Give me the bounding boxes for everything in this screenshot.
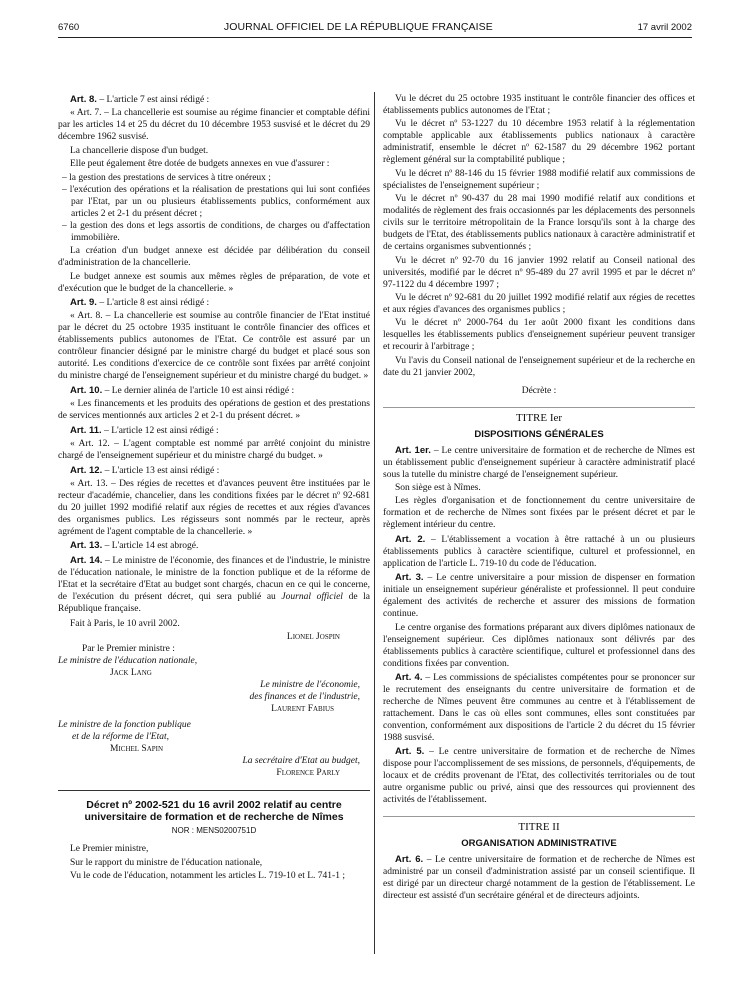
titre-1: TITRE Ier [383, 407, 695, 426]
vu-2: Vu le décret nº 53-1227 du 10 décembre 1953 relatif à la réglementation comptable applicable aux établissements publics nationaux à caractère administratif, ensemble le décret nº 62-1587 du 29 décembre 1962 portant règlement général sur la comptabilité publique ; [383, 119, 695, 166]
article-6: Art. 6. – Le centre universitaire de formation et de recherche de Nîmes est administré par un conseil d'administration assisté par un conseil scientifique. Il est dirigé par un directeur chargé notamment de la gestion de l'établissement. Le directeur est assisté d'un secrétaire général et de directeurs adjoints. [383, 854, 695, 901]
signature-par: Par le Premier ministre : [82, 644, 175, 655]
article-9: Art. 9. – L'article 8 est ainsi rédigé : [70, 297, 210, 308]
article-3-p2: Le centre organise des formations préparant aux divers diplômes nationaux de l'enseignement supérieur. Ces diplômes nationaux sont délivrés par des établissements publics à caractère scientifique, culturel et professionnel dans des conditions fixées par convention. [383, 622, 695, 669]
signature-eco-title-1: Le ministre de l'économie, [260, 680, 360, 691]
article-10: Art. 10. – Le dernier alinéa de l'article 10 est ainsi rédigé : [70, 384, 295, 396]
vu-3: Vu le décret nº 88-146 du 15 février 1988 modifié relatif aux commissions de spécialistes de l'enseignement supérieur ; [383, 168, 695, 191]
article-3: Art. 3. – Le centre universitaire a pour mission de dispenser en formation initiale un enseignement supérieur généraliste et professionnel. Il peut conduire également des activités de recherche et assurer des missions de formation continue. [383, 572, 695, 620]
issue-date: 17 avril 2002 [637, 22, 692, 34]
decret-title: Décret nº 2002-521 du 16 avril 2002 relatif au centre universitaire de formation et de recherche de Nîmes [58, 790, 370, 824]
article-12-quote: « Art. 13. – Des régies de recettes et d'avances peuvent être instituées par le recteur d'académie, chancelier, dans les conditions fixées par le décret nº 92-681 du 20 juillet 1992 modifié relatif aux régies de recettes et aux régies d'avances des organismes publics. Les régisseurs sont nommés par le recteur, après agrément de l'agent comptable de la chancellerie. » [58, 479, 370, 537]
list-item: – la gestion des dons et legs assortis de conditions, de charges ou d'affectation immobilière. [62, 220, 370, 243]
article-8: Art. 8. – L'article 7 est ainsi rédigé : [70, 94, 210, 105]
signature-budget-title: La secrétaire d'Etat au budget, [242, 755, 360, 766]
article-8-quote-4: La création d'un budget annexe est décidée par délibération du conseil d'administration de la chancellerie. [58, 246, 370, 269]
article-11: Art. 11. – L'article 12 est ainsi rédigé : [70, 424, 219, 436]
article-5: Art. 5. – Le centre universitaire de formation et de recherche de Nîmes dispose pour l'accomplissement de ses missions, de personnels, d'équipements, de locaux et de crédits provenant de l'Etat, des collectivités territoriales ou de tout autre organisme public ou privé, ainsi que des ressources qui proviennent des activités de l'établissement. [383, 746, 695, 806]
titre-1-subtitle: DISPOSITIONS GÉNÉRALES [474, 428, 604, 440]
vu-7: Vu le décret nº 2000-764 du 1er août 2000 fixant les conditions dans lesquelles les établissements publics d'enseignement supérieur peuvent transiger et recourir à l'arbitrage ; [383, 318, 695, 353]
signature-lang: Jack Lang [110, 668, 152, 679]
vu-1: Vu le décret du 25 octobre 1935 instituant le contrôle financier des offices et établissements publics autonomes de l'Etat ; [383, 94, 695, 116]
article-14: Art. 14. – Le ministre de l'économie, des finances et de l'industrie, le ministre de l'éducation nationale, le ministre de la fonction publique et de la réforme de l'Etat et la secrétaire d'Etat au budget sont chargés, chacun en ce qui le concerne, de l'exécution du présent décret, qui sera publié au Journal officiel de la République française. [58, 554, 370, 614]
intro-vu-code: Vu le code de l'éducation, notamment les articles L. 719-10 et L. 741-1 ; [70, 871, 345, 882]
article-13: Art. 13. – L'article 14 est abrogé. [70, 540, 199, 552]
article-8-list [58, 173, 370, 245]
article-8-quote-1: « Art. 7. – La chancellerie est soumise au régime financier et comptable défini par les articles 14 et 25 du décret du 10 décembre 1953 susvisé et le décret du 29 décembre 1962 susvisé. [58, 108, 370, 143]
article-8-quote-5: Le budget annexe est soumis aux mêmes règles de préparation, de vote et d'exécution que le budget de la chancellerie. » [58, 271, 370, 294]
vu-6: Vu le décret nº 92-681 du 20 juillet 1992 modifié relatif aux régies de recettes et aux régies d'avances des organismes publics ; [383, 293, 695, 315]
article-9-quote: « Art. 8. – La chancellerie est soumise au contrôle financier de l'Etat institué par le décret du 25 octobre 1935 instituant le contrôle financier des offices et établissements publics autonomes de l'Etat. Ce contrôle est assuré par un contrôleur financier désigné par le ministre chargé du budget et placé sous son autorité. Les conditions d'exercice de ce contrôle sont fixées par arrêté conjoint du ministre chargé de l'enseignement supérieur et du ministre chargé du budget. » [58, 311, 370, 382]
vu-5: Vu le décret nº 92-70 du 16 janvier 1992 relatif au Conseil national des universités, modifié par le décret nº 95-489 du 27 avril 1995 et par le décret nº 97-1122 du 4 décembre 1997 ; [383, 255, 695, 290]
signature-parly: Florence Parly [276, 767, 340, 778]
column-divider [374, 92, 375, 954]
article-11-quote: « Art. 12. – L'agent comptable est nommé par arrêté conjoint du ministre chargé de l'enseignement supérieur et du ministre chargé du budget. » [58, 439, 370, 462]
titre-2: TITRE II [383, 816, 695, 835]
fait-a-paris: Fait à Paris, le 10 avril 2002. [70, 618, 180, 629]
signature-fp-title-2: et de la réforme de l'Etat, [72, 731, 170, 742]
article-1-p3: Les règles d'organisation et de fonctionnement du centre universitaire de formation et de recherche de Nîmes sont fixées par le présent décret et par le règlement intérieur du centre. [383, 496, 695, 531]
vu-4: Vu le décret nº 90-437 du 28 mai 1990 modifié relatif aux conditions et modalités de règlement des frais occasionnés par les déplacements des personnels civils sur le territoire métropolitain de la France lorsqu'ils sont à la charge des budgets de l'Etat, des établissements publics nationaux à caractère administratif et de certains organismes subventionnés ; [383, 194, 695, 253]
article-8-quote-3: Elle peut également être dotée de budgets annexes en vue d'assurer : [70, 159, 330, 170]
nor-reference: NOR : MENS0200751D [171, 826, 257, 835]
signature-fabius: Laurent Fabius [271, 704, 334, 714]
signature-fp-title-1: Le ministre de la fonction publique [58, 719, 191, 730]
intro-premier-ministre: Le Premier ministre, [70, 844, 149, 855]
article-8-quote-2: La chancellerie dispose d'un budget. [70, 145, 209, 156]
signature-sapin: Michel Sapin [110, 743, 164, 754]
intro-rapport: Sur le rapport du ministre de l'éducation nationale, [70, 857, 263, 868]
titre-2-subtitle: ORGANISATION ADMINISTRATIVE [461, 838, 617, 850]
vu-8: Vu l'avis du Conseil national de l'enseignement supérieur et de la recherche en date du 21 janvier 2002, [383, 355, 695, 378]
article-12: Art. 12. – L'article 13 est ainsi rédigé : [70, 464, 220, 476]
list-item: – l'exécution des opérations et la réalisation de prestations qui lui sont confiées par l'Etat, par un ou plusieurs établissements publics, conformément aux articles 2 et 2-1 du présent décret ; [62, 184, 370, 219]
page-header [58, 16, 692, 38]
article-1: Art. 1er. – Le centre universitaire de formation et de recherche de Nîmes est un établissement public d'enseignement supérieur à caractère administratif placé sous la tutelle du ministre chargé de l'enseignement supérieur. [383, 444, 695, 480]
page-number: 6760 [58, 22, 80, 34]
decrete: Décrète : [521, 385, 557, 396]
right-column [383, 94, 695, 904]
article-1-p2: Son siège est à Nîmes. [395, 482, 481, 493]
signature-eco-title-2: des finances et de l'industrie, [249, 692, 360, 703]
signature-jospin: Lionel Jospin [286, 632, 340, 643]
article-4: Art. 4. – Les commissions de spécialistes compétentes pour se prononcer sur le recrutement des enseignants du centre universitaire de formation et de recherche de Nîmes peuvent être communes au centre et à l'établissement de rattachement. Dans le cas où elles sont communes, elles sont constituées par convention, conformément aux dispositions de l'article 2 du décret du 15 février 1988 susvisé. [383, 672, 695, 743]
article-2: Art. 2. – L'établissement a vocation à être rattaché à un ou plusieurs établissements publics à caractère scientifique, culturel et professionnel, en application de l'article L. 719-10 du code de l'éducation. [383, 533, 695, 569]
list-item: – la gestion des prestations de services à titre onéreux ; [62, 172, 271, 183]
left-column [58, 94, 370, 884]
journal-title: JOURNAL OFFICIEL DE LA RÉPUBLIQUE FRANÇAISE [223, 20, 493, 33]
signature-edu-title: Le ministre de l'éducation nationale, [58, 656, 198, 667]
article-10-quote: « Les financements et les produits des opérations de gestion et des prestations de services mentionnés aux articles 2 et 2-1 du présent décret. » [58, 399, 370, 422]
